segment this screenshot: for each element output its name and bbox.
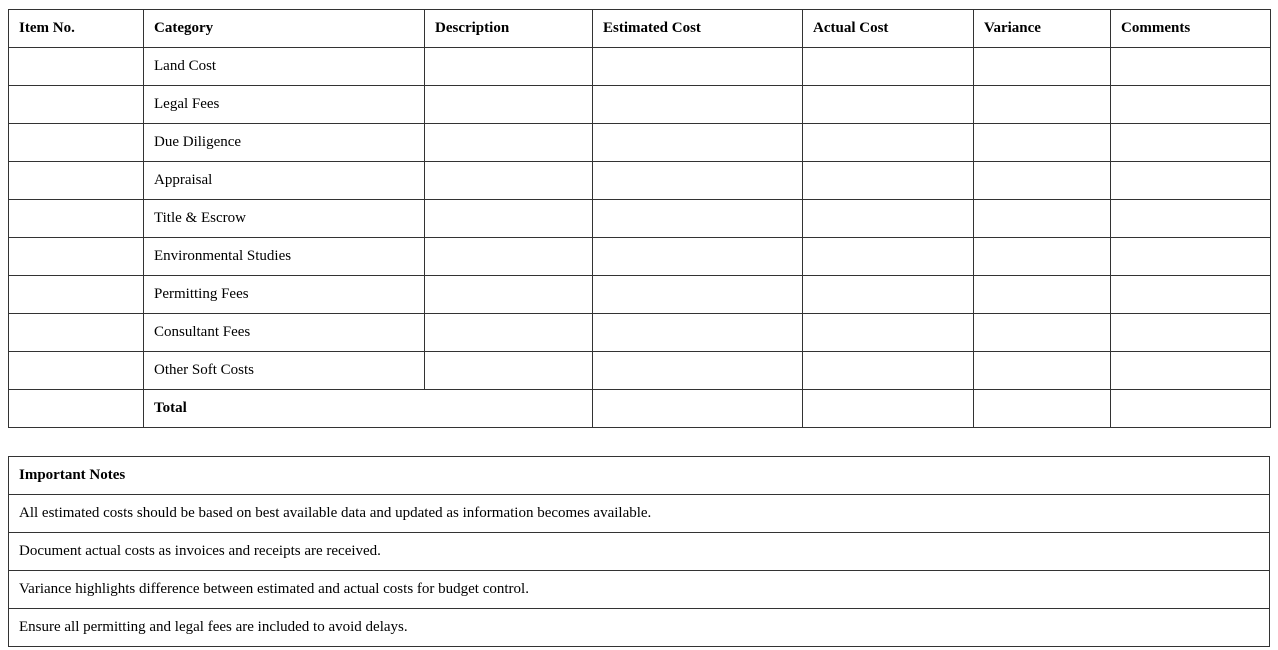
table-row xyxy=(9,238,1271,276)
total-label: Total xyxy=(144,390,593,428)
table-row xyxy=(9,124,1271,162)
category-cell: Title & Escrow xyxy=(144,200,425,238)
category-cell: Permitting Fees xyxy=(144,276,425,314)
variance-cell[interactable] xyxy=(974,86,1111,124)
comments-cell[interactable] xyxy=(1111,314,1271,352)
total-actual-cost-cell[interactable] xyxy=(803,390,974,428)
note-row xyxy=(9,571,1270,609)
comments-cell[interactable] xyxy=(1111,86,1271,124)
category-cell: Legal Fees xyxy=(144,86,425,124)
description-cell[interactable] xyxy=(425,276,593,314)
variance-cell[interactable] xyxy=(974,238,1111,276)
description-cell[interactable] xyxy=(425,124,593,162)
variance-cell[interactable] xyxy=(974,124,1111,162)
variance-cell[interactable] xyxy=(974,200,1111,238)
item-no-cell[interactable] xyxy=(9,48,144,86)
header-description: Description xyxy=(425,10,593,48)
header-comments: Comments xyxy=(1111,10,1271,48)
item-no-cell[interactable] xyxy=(9,238,144,276)
comments-cell[interactable] xyxy=(1111,200,1271,238)
estimated-cost-cell[interactable] xyxy=(593,314,803,352)
description-cell[interactable] xyxy=(425,238,593,276)
comments-cell[interactable] xyxy=(1111,162,1271,200)
note-text: All estimated costs should be based on best available data and updated as information becomes available. xyxy=(9,495,1270,533)
total-variance-cell[interactable] xyxy=(974,390,1111,428)
header-actual-cost: Actual Cost xyxy=(803,10,974,48)
total-comments-cell[interactable] xyxy=(1111,390,1271,428)
category-cell: Land Cost xyxy=(144,48,425,86)
note-row xyxy=(9,609,1270,647)
actual-cost-cell[interactable] xyxy=(803,48,974,86)
estimated-cost-cell[interactable] xyxy=(593,200,803,238)
variance-cell[interactable] xyxy=(974,48,1111,86)
actual-cost-cell[interactable] xyxy=(803,162,974,200)
estimated-cost-cell[interactable] xyxy=(593,86,803,124)
note-row xyxy=(9,495,1270,533)
category-cell: Appraisal xyxy=(144,162,425,200)
actual-cost-cell[interactable] xyxy=(803,200,974,238)
comments-cell[interactable] xyxy=(1111,238,1271,276)
actual-cost-cell[interactable] xyxy=(803,238,974,276)
item-no-cell[interactable] xyxy=(9,200,144,238)
notes-title: Important Notes xyxy=(9,457,1270,495)
category-cell: Other Soft Costs xyxy=(144,352,425,390)
description-cell[interactable] xyxy=(425,86,593,124)
table-row xyxy=(9,276,1271,314)
description-cell[interactable] xyxy=(425,200,593,238)
actual-cost-cell[interactable] xyxy=(803,314,974,352)
item-no-cell[interactable] xyxy=(9,276,144,314)
variance-cell[interactable] xyxy=(974,162,1111,200)
note-text: Ensure all permitting and legal fees are included to avoid delays. xyxy=(9,609,1270,647)
note-text: Variance highlights difference between estimated and actual costs for budget control. xyxy=(9,571,1270,609)
header-category: Category xyxy=(144,10,425,48)
actual-cost-cell[interactable] xyxy=(803,352,974,390)
estimated-cost-cell[interactable] xyxy=(593,276,803,314)
item-no-cell[interactable] xyxy=(9,352,144,390)
actual-cost-cell[interactable] xyxy=(803,86,974,124)
estimated-cost-cell[interactable] xyxy=(593,124,803,162)
estimated-cost-cell[interactable] xyxy=(593,352,803,390)
table-row xyxy=(9,86,1271,124)
category-cell: Environmental Studies xyxy=(144,238,425,276)
note-row xyxy=(9,533,1270,571)
comments-cell[interactable] xyxy=(1111,352,1271,390)
table-row xyxy=(9,200,1271,238)
table-row xyxy=(9,352,1271,390)
total-row xyxy=(9,390,1271,428)
actual-cost-cell[interactable] xyxy=(803,124,974,162)
notes-table xyxy=(8,456,1270,647)
variance-cell[interactable] xyxy=(974,276,1111,314)
item-no-cell[interactable] xyxy=(9,124,144,162)
comments-cell[interactable] xyxy=(1111,276,1271,314)
item-no-cell[interactable] xyxy=(9,314,144,352)
item-no-cell[interactable] xyxy=(9,162,144,200)
estimated-cost-cell[interactable] xyxy=(593,162,803,200)
cost-table xyxy=(8,9,1271,428)
item-no-cell[interactable] xyxy=(9,86,144,124)
actual-cost-cell[interactable] xyxy=(803,276,974,314)
description-cell[interactable] xyxy=(425,352,593,390)
header-estimated-cost: Estimated Cost xyxy=(593,10,803,48)
description-cell[interactable] xyxy=(425,314,593,352)
table-row xyxy=(9,162,1271,200)
table-row xyxy=(9,48,1271,86)
comments-cell[interactable] xyxy=(1111,48,1271,86)
variance-cell[interactable] xyxy=(974,352,1111,390)
total-estimated-cost-cell[interactable] xyxy=(593,390,803,428)
notes-title-row xyxy=(9,457,1270,495)
header-variance: Variance xyxy=(974,10,1111,48)
header-item-no: Item No. xyxy=(9,10,144,48)
table-row xyxy=(9,314,1271,352)
estimated-cost-cell[interactable] xyxy=(593,238,803,276)
total-item-no-cell xyxy=(9,390,144,428)
description-cell[interactable] xyxy=(425,48,593,86)
note-text: Document actual costs as invoices and receipts are received. xyxy=(9,533,1270,571)
variance-cell[interactable] xyxy=(974,314,1111,352)
estimated-cost-cell[interactable] xyxy=(593,48,803,86)
category-cell: Consultant Fees xyxy=(144,314,425,352)
comments-cell[interactable] xyxy=(1111,124,1271,162)
description-cell[interactable] xyxy=(425,162,593,200)
category-cell: Due Diligence xyxy=(144,124,425,162)
header-row xyxy=(9,10,1271,48)
